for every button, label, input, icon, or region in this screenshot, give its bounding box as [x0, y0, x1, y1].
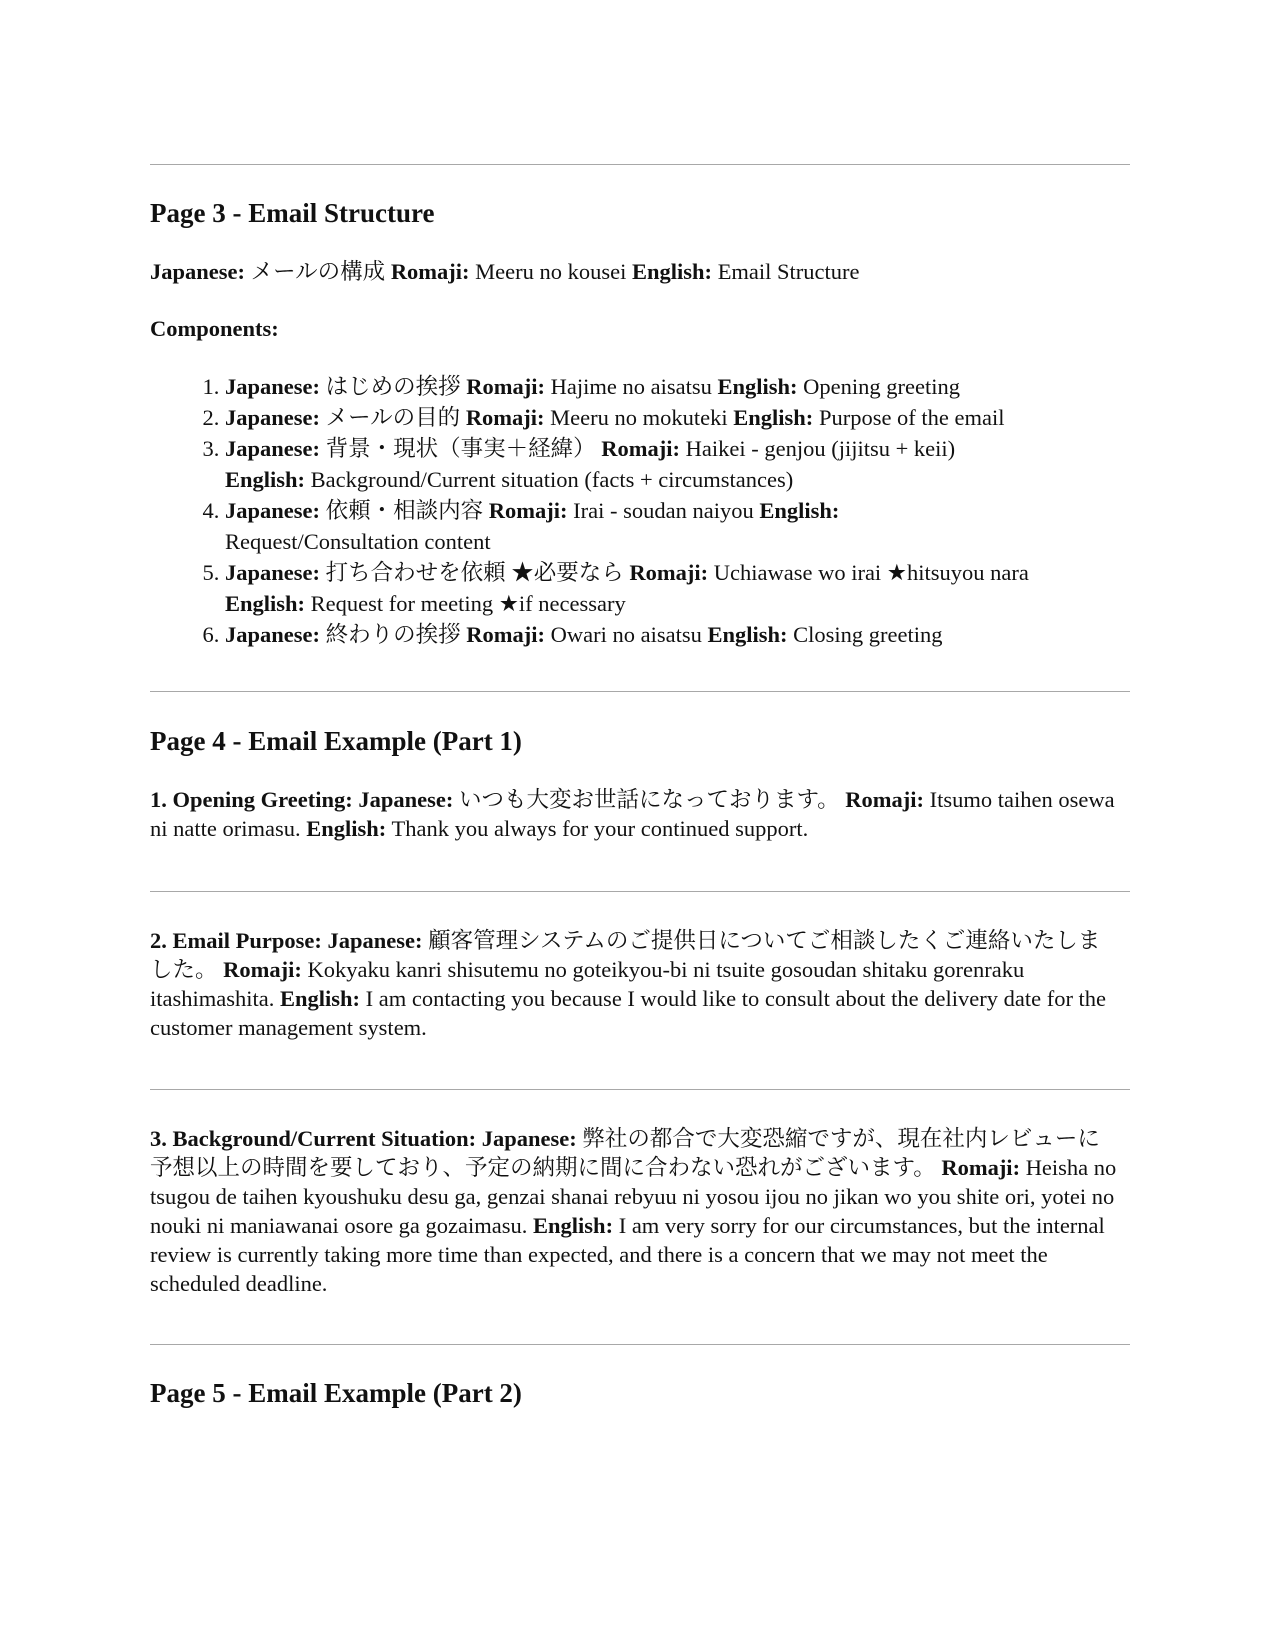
romaji-text: Meeru no kousei	[475, 259, 627, 284]
romaji-label: Romaji:	[223, 957, 302, 982]
japanese-label: Japanese:	[225, 374, 320, 399]
english-label: English:	[717, 374, 798, 399]
example-section-background	[150, 1124, 1120, 1298]
english-label: English:	[707, 622, 788, 647]
english-text: Closing greeting	[793, 622, 943, 647]
english-label: English:	[225, 467, 306, 492]
page3-title-translation	[150, 257, 1120, 286]
list-item	[225, 495, 1205, 557]
romaji-label: Romaji:	[488, 498, 568, 523]
romaji-text: Itsumo taihen osewa ni natte orimasu.	[150, 787, 1115, 841]
japanese-text: 顧客管理システムのご提供日についてご相談したくご連絡いたしました。	[150, 928, 1101, 982]
japanese-label: Japanese:	[225, 560, 320, 585]
section-label: 2. Email Purpose:	[150, 928, 322, 953]
japanese-label: Japanese:	[225, 498, 320, 523]
romaji-text: Owari no aisatsu	[550, 622, 702, 647]
japanese-text: 弊社の都合で大変恐縮ですが、現在社内レビューに予想以上の時間を要しており、予定の納期に間に合わない恐れがございます。	[150, 1126, 1100, 1180]
english-text: Request for meeting ★if necessary	[310, 591, 626, 616]
romaji-label: Romaji:	[390, 259, 470, 284]
japanese-label: Japanese:	[225, 436, 320, 461]
japanese-text: 終わりの挨拶	[325, 622, 461, 647]
japanese-label: Japanese:	[481, 1126, 577, 1151]
english-label: English:	[632, 259, 713, 284]
example-section-opening-greeting	[150, 785, 1120, 843]
english-text: Request/Consultation content	[225, 529, 491, 554]
english-text: Email Structure	[717, 259, 860, 284]
example-section-email-purpose	[150, 926, 1120, 1042]
page5-heading: Page 5 - Email Example (Part 2)	[150, 1378, 522, 1408]
japanese-text: いつも大変お世話になっております。	[458, 787, 840, 812]
page3-heading: Page 3 - Email Structure	[150, 198, 435, 228]
divider	[150, 691, 1130, 692]
divider	[150, 891, 1130, 892]
romaji-text: Haikei - genjou (jijitsu + keii)	[685, 436, 956, 461]
english-text: Background/Current situation (facts + circumstances)	[310, 467, 794, 492]
romaji-text: Hajime no aisatsu	[550, 374, 712, 399]
japanese-label: Japanese:	[150, 259, 245, 284]
english-label: English:	[306, 816, 387, 841]
section-label: 1. Opening Greeting:	[150, 787, 353, 812]
romaji-text: Irai - soudan naiyou	[573, 498, 754, 523]
english-label: English:	[759, 498, 840, 523]
components-list	[150, 371, 1205, 650]
english-text: I am very sorry for our circumstances, but the internal review is currently taking more time than expected, and there is a concern that we may not meet the scheduled deadline.	[150, 1213, 1105, 1296]
section-label: 3. Background/Current Situation:	[150, 1126, 477, 1151]
divider	[150, 1344, 1130, 1345]
japanese-text: 背景・現状（事実＋経緯）	[325, 436, 596, 461]
japanese-text: メールの構成	[250, 259, 386, 284]
list-item	[225, 557, 1205, 619]
romaji-text: Meeru no mokuteki	[550, 405, 728, 430]
romaji-label: Romaji:	[845, 787, 925, 812]
divider	[150, 1089, 1130, 1090]
components-label-text: Components:	[150, 316, 279, 341]
romaji-label: Romaji:	[466, 622, 545, 647]
romaji-text: Uchiawase wo irai ★hitsuyou nara	[713, 560, 1029, 585]
romaji-text: Heisha no tsugou de taihen kyoushuku desu ga, genzai shanai rebyuu ni yosou ijou no jikan wo you shite ori, yotei no nouki ni maniawanai osore ga gozaimasu.	[150, 1155, 1117, 1238]
romaji-label: Romaji:	[466, 374, 545, 399]
romaji-label: Romaji:	[465, 405, 545, 430]
romaji-label: Romaji:	[941, 1155, 1021, 1180]
divider	[150, 164, 1130, 165]
list-item	[225, 402, 1205, 433]
english-label: English:	[225, 591, 306, 616]
list-item	[225, 371, 1205, 402]
romaji-text: Kokyaku kanri shisutemu no goteikyou-bi ni tsuite gosoudan shitaku gorenraku itashimashita.	[150, 957, 1025, 1011]
page4-heading: Page 4 - Email Example (Part 1)	[150, 726, 522, 756]
japanese-text: 依頼・相談内容	[325, 498, 484, 523]
document-page	[150, 0, 1130, 1651]
english-label: English:	[279, 986, 361, 1011]
japanese-label: Japanese:	[327, 928, 423, 953]
english-label: English:	[533, 1213, 614, 1238]
english-text: Purpose of the email	[818, 405, 1005, 430]
japanese-label: Japanese:	[225, 405, 320, 430]
components-label	[150, 314, 1120, 343]
english-text: Thank you always for your continued support.	[391, 816, 809, 841]
romaji-label: Romaji:	[629, 560, 709, 585]
romaji-label: Romaji:	[601, 436, 680, 461]
japanese-text: はじめの挨拶	[325, 374, 461, 399]
japanese-label: Japanese:	[358, 787, 454, 812]
japanese-text: メールの目的	[325, 405, 461, 430]
english-label: English:	[733, 405, 814, 430]
japanese-text: 打ち合わせを依頼 ★必要なら	[325, 560, 624, 585]
list-item	[225, 433, 1205, 495]
english-text: I am contacting you because I would like to consult about the delivery date for the customer management system.	[150, 986, 1107, 1040]
list-item	[225, 619, 1205, 650]
japanese-label: Japanese:	[225, 622, 320, 647]
english-text: Opening greeting	[803, 374, 960, 399]
